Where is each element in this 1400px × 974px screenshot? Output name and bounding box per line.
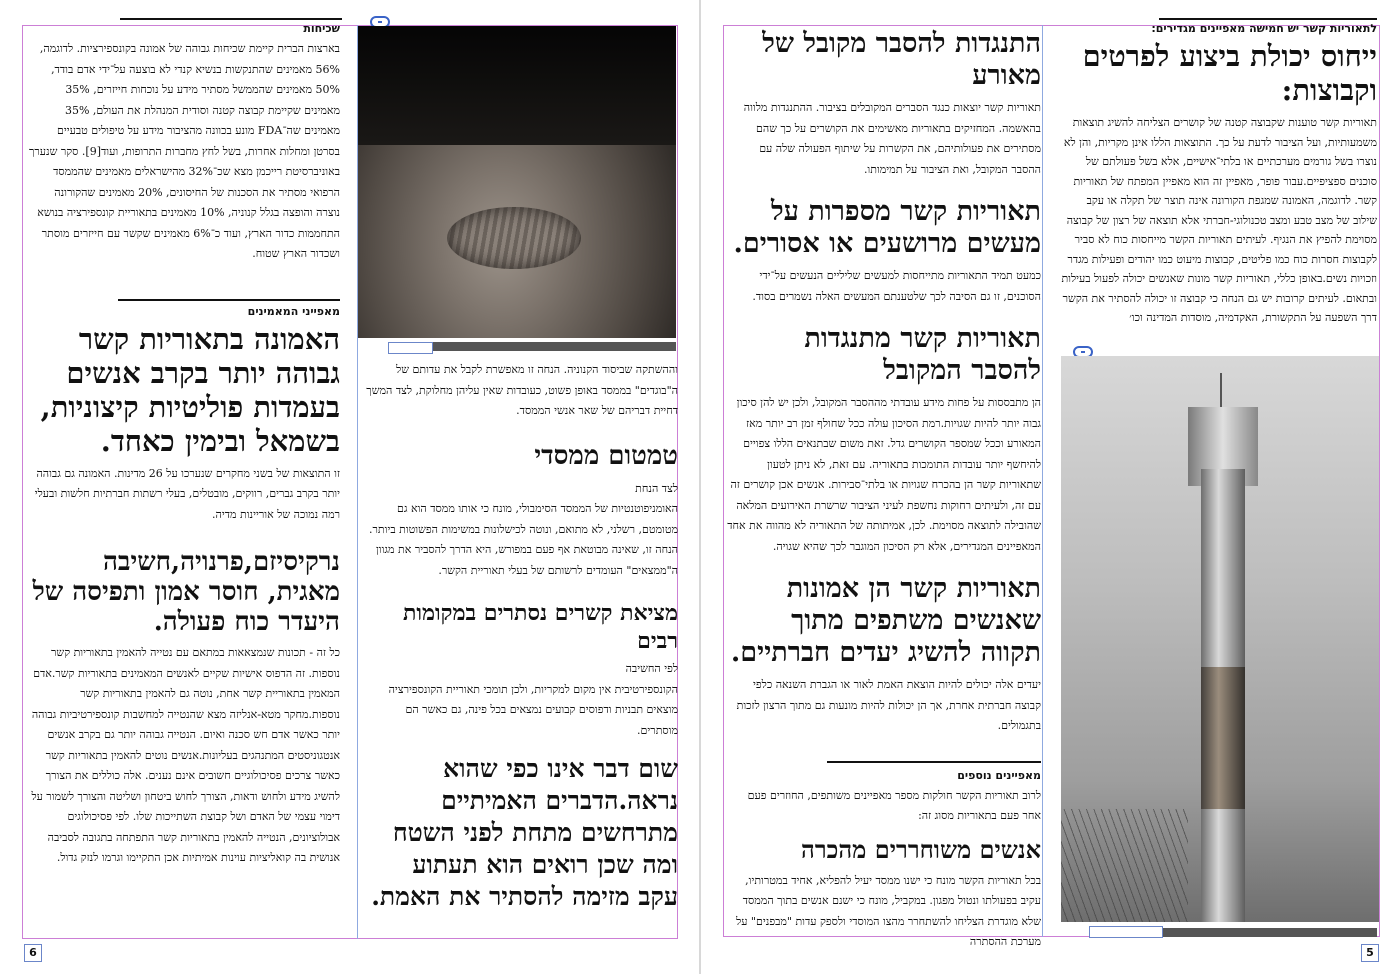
- cell-tower-image: [1061, 356, 1379, 922]
- heading: תאוריות קשר מספרות על מעשים מרושעים או אסורים.: [733, 196, 1041, 259]
- heading: אנשים משוחררים מהכרה: [801, 834, 1041, 864]
- body-text: וההשתקה שביסוד הקנוניה. הנחה זו מאפשרת לקבל את עדותם של ה"בוגדים" בממסד באופן פשוט, כעובדות שאין עליהן מחלוקת, לצד המשך דחיית דבריהם של שאר אנשי הממסד.: [366, 363, 678, 417]
- body-text: מידע עובדתי מההסבר המקובל, ולכן יש להן סיכון גבוה יותר להיות שגויות.רמת הסיכון עולה ככל שחולף זמן רב יותר מאז המאורע וככל שמספר הקושרים גדל. זאת משום שבתנאים הללו צפויים להיחשף יותר עובדות התומכות בתאוריה. עם זאת, לא ניתן לטעון שתאוריות קשר הן בהכרח שגויות או בלתי־סבירות. אנשים אכן קושרים זה עם זה, ולעיתים רחוקות נחשפת לעיני הציבור שרשרת האירועים המלאה שהובילה לתוצאה מסוימת. לכן, אמיתותה של התאוריה לא מהווה את אחד המאפיינים המגדירים, אלא רק הסיכון המוגבר לכך שהיא שגויה.: [727, 396, 1041, 553]
- section-label: מאפיינים נוספים: [957, 768, 1041, 782]
- section-rule: [120, 18, 342, 20]
- page-number: 6: [24, 944, 42, 962]
- body-text: למעשים שליליים הנעשים על־ידי הסוכנים, זו גם הסיבה לכך שלטענתם המעשים האלה נשמרים בסוד.: [752, 269, 1041, 303]
- body-text: הקונספירטיבית אין מקום למקריות, ולכן תומכי תאוריית הקונספירציה מוצאים תבניות ודפוסים קבועים נמצאים בכל פינה, גם כאשר הם מוסתרים.: [388, 682, 678, 737]
- left-col-1: [28, 22, 340, 934]
- left-page: [0, 0, 699, 974]
- heading: תאוריות קשר הן אמונות שאנשים משתפים מתוך תקווה להשיג יעדים חברתיים.: [730, 573, 1041, 668]
- left-col-2: [366, 360, 678, 938]
- moon-footprint-image: [358, 26, 676, 338]
- heading: טמטום ממסדי: [534, 440, 678, 471]
- lead-text: תאוריות קשר יוצאות כנגד הסברים: [895, 101, 1041, 114]
- heading: האמונה בתאוריות קשר גבוהה יותר בקרב אנשים בעמדות פוליטיות קיצוניות, בשמאל ובימין כאחד.: [40, 321, 340, 458]
- body-text: [366, 479, 678, 582]
- caption-box: [388, 342, 433, 354]
- body-text: תאוריות קשר טוענות שקבוצה קטנה של קושרים הצליחה להשיג תוצאות משמעותיות, ועל הציבור לדעת על כך. התוצאות הללו אינן מקריות, והן לא נוצרו בשל גורמים מערכתיים או בלתי־אישיים, אלא בשל פעולתם של סוכנים ספציפיים.עבור פופר, מאפיין זה הוא מאפיין המפתח של תאוריות קשר. לדוגמה, האמונה שמגפת הקורונה אינה תוצר של תקלה או עקב שילוב של מצב טבע ומצב טכנולוגי-חברתי אלא תוצאה של רצון של קבוצה מסוימת להפיץ את הנגיף. לעיתים תאוריות הקשר מייחסות כוח לא סביר לקבוצות חסרות כוח כמו פליטים, קבוצות מיעוט כמו יהודים ופעילות מגדר וזכויות נשים.באופן כללי, תאוריות קשר מונות שאנשים יכולה לפעול בעילות ובתאום. לעיתים קרובות יש גם הנחה כי קבוצה זו יכולה להסתיר את הקשר דרך השפעה על התקשורת, האקדמיה, מוסדות המדינה וכו׳: [1061, 116, 1377, 324]
- section-label: שכיחות: [303, 22, 340, 35]
- right-page: [701, 0, 1400, 974]
- lead-text: יעדים אלה יכולים להיות הוצאת האמת: [877, 678, 1041, 691]
- section-label: מאפייני המאמינים: [247, 304, 340, 318]
- body-text: המקובלים בציבור. ההתנגדות מלווה בהאשמה. המחזיקים בתאוריות מאשימים את הקושרים על כך שהם מסתירים את פעולותיהם, את הקשרות על שיתוף הפעולה שלה עם ההסבר המקובל, ואת הציבור על תמימותו.: [743, 101, 1041, 176]
- lead-text: כמעט תמיד התאוריות מתייחסות: [902, 269, 1041, 282]
- body-text: [727, 675, 1041, 737]
- pull-quote: שום דבר אינו כפי שהוא נראה.הדברים האמיתיים מתרחשים מתחת לפני השטח ומה שכן רואים הוא תעתוע עקב מזימה להסתיר את האמת.: [371, 754, 678, 911]
- heading: ייחוס יכולת ביצוע לפרטים וקבוצות:: [1082, 39, 1377, 107]
- section-rule: [827, 761, 1041, 763]
- lead-text: לפי החשיבה: [625, 662, 678, 675]
- heading: מציאת קשרים נסתרים במקומות רבים: [402, 600, 678, 654]
- body-text: [727, 393, 1041, 557]
- body-text: לאור או הגברת השנאה כלפי קבוצה חברתית אחרת, אך הן יכולות להיות מונעות גם מתוך הרצון לזכות בתגמולים.: [736, 678, 1041, 732]
- body-text: [727, 98, 1041, 180]
- heading: תאוריות קשר מתנגדות להסבר המקובל: [804, 323, 1041, 386]
- page-number: 5: [1361, 944, 1379, 962]
- section-rule: [118, 299, 340, 301]
- right-col-a: [727, 28, 1041, 948]
- body-text: בכל תאוריות הקשר מונח כי ישנו ממסד יעיל להפליא, אחיד במטרותיו, עקיב בפעולתו ונטול מפגון. במקביל, מונח כי ישנם אנשים בתוך הממסד שלא מוגדרת הצליחו להשתחרר מהצו המוסדי ולספק עדות "מבפנים" על מערכת ההסתרה: [736, 873, 1041, 948]
- body-text: האומניפוטנטיות של הממסד הסימבולי, מונח כי אותו ממסד הוא גם מטומטם, רשלני, לא מתואם, ונוטה לכישלונות במשימות הפשוטות ביותר. הנחה זו, שאינה מבוטאת אף פעם במפורש, היא הדרך להסביר את מגוון ה"ממצאים" העומדים לרשותם של בעלי תאוריית הקשר.: [369, 502, 678, 577]
- lead-text: לצד הנחת: [635, 481, 678, 495]
- body-text: בארצות הברית קיימת שכיחות גבוהה של אמונה בקונספירציות. לדוגמה, 56% מאמינים שהתנקשות בנשיא קנדי לא בוצעה על־ידי אדם בודד, 50% מאמינים שהממשל מסתיר מידע על נוכחות חייזרים, 35% מאמינים שקיימת קבוצה קטנה וסודית המנהלת את העולם, 35% מאמינים שה־FDA מונע בכוונה מהציבור מידע על טיפולים טבעיים בסרטן ומחלות אחרות, בשל לחץ מחברות התרופות, ועוד[9]. סקר שנערך באוניברסיטת רייכמן מצא שכ־32% מהישראלים מאמינים שהממסד הרפואי מסתיר את הסכנות של החיסונים, 20% מאמינים שהקורונה נוצרה והופצה בגלל קנוניה, 10% מאמינים בתאוריית קונספירציה בנושא התחממות כדור הארץ, ועוד כ־6% מאמינים שקשר עם חייזרים מוסתר ושכדור הארץ שטוח.: [28, 42, 340, 260]
- section-label: לתאוריות קשר יש חמישה מאפיינים מגדירים:: [1151, 22, 1377, 35]
- heading: התנגדות להסבר מקובל של מאורע: [762, 28, 1041, 91]
- caption-bar: [1163, 928, 1377, 937]
- body-text: זו התוצאות של בשני מחקרים שנערכו על 26 מדינות. האמונה גם גבוהה יותר בקרב גברים, רווקים, מובטלים, בעלי רשתות חברתיות חלשות ובעלי רמה נמוכה של אוריינות מדיה.: [34, 466, 340, 521]
- body-text: [727, 266, 1041, 307]
- section-rule: [1159, 18, 1377, 20]
- body-text: לרוב תאוריות הקשר חולקות מספר מאפיינים משותפים, החוזרים פעם אחר פעם בתאוריות מסוג זה:: [747, 788, 1041, 822]
- body-text: [366, 659, 678, 741]
- caption-box: [1089, 926, 1163, 938]
- caption-bar: [433, 342, 676, 351]
- lead-text: הן מתבססות על פחות: [947, 396, 1041, 409]
- column-guide: [1042, 25, 1043, 937]
- right-col-b: [1061, 22, 1377, 350]
- heading: נרקיסיזם,פרנויה,חשיבה מאגית, חוסר אמון ותפיסה של היעדר כוח פעולה.: [32, 547, 340, 637]
- body-text: כל זה - תכונות שנמצאאות במתאם עם נטייה להאמין בתאוריות קשר נוספות. זה הדפוס אישיות שקיים לאנשים המאמינים בתאוריות קשר.אדם המאמין בתאוריית קשר אחת, נוטה גם להאמין בתאוריות קשר נוספות.מחקר מטא-אנליזה מצא שהנטייה למחשבות קונספירטיביות גבוהה יותר כאשר אדם חש סכנה ואיום. הנטייה גבוהה יותר גם בקרב אנשים אנטגוניסטים המתנהגים בעליונות.אנשים נוטים להאמין בתאוריות קשר כאשר צרכים פסיכולוגיים חשובים אינם נענים. אלה כוללים את הצורך להשיג מידע ולחוש ודאות, הצורך לחוש ביטחון ושליטה והצורך לשמור על דימוי עצמי של האדם ושל קבוצת השתייכות שלו. לפי פסיכולוגים אבולוציונים, הנטייה להאמין בתאוריות קשר התפתחה בתגובה לסביבה אנושית בה קואליציות עוינות אמיתיות אכן התקיימו וגרמו לנזק גדול.: [31, 646, 340, 864]
- footprint-shape: [447, 207, 581, 269]
